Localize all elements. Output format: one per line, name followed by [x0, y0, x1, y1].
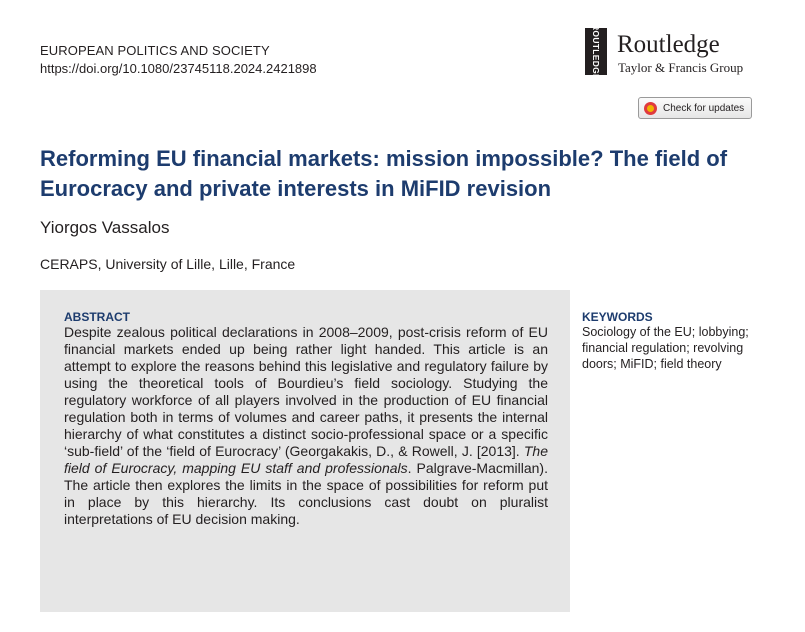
abstract-part-1: Despite zealous political declarations in 2008–2009, post-crisis reform of EU financial markets ended up being rather light handed. This article is an attempt to explore the reasons behind this legislative and regulatory failure by using the theoretical tools of Bourdieu’s field sociology. Studying the regulatory workforce of all players involved in the production of EU financial regulation both in terms of volumes and career paths, it presents the internal hierarchy of what constitutes a distinct socio-professional space or a specific ‘sub-field’ of the ‘field of Eurocracy’ (Georgakakis, D., & Rowell, J. [2013]. — [64, 324, 548, 459]
publisher-name: Routledge — [617, 31, 720, 58]
abstract-part-3: . Palgrave-Macmillan). The article then explores the limits in the space of possibilities for reform put in place by this hierarchy. Its conclusions cast doubt on pluralist interpretations of EU decision making. — [64, 460, 548, 527]
abstract-heading: ABSTRACT — [64, 310, 130, 324]
crossmark-icon — [644, 102, 657, 115]
abstract-text — [64, 324, 548, 528]
keywords-heading: KEYWORDS — [582, 310, 653, 324]
author-affiliation: CERAPS, University of Lille, Lille, France — [40, 256, 296, 272]
keywords-list: Sociology of the EU; lobbying; financial regulation; revolving doors; MiFID; field theory — [582, 325, 749, 371]
check-updates-label: Check for updates — [663, 102, 745, 114]
article-title: Reforming EU financial markets: mission impossible? The field of Eurocracy and private interests in MiFID revision — [40, 146, 728, 201]
article-author[interactable]: Yiorgos Vassalos — [40, 218, 170, 237]
keywords-section — [582, 310, 772, 372]
check-for-updates-button[interactable] — [638, 97, 752, 119]
publisher-subtitle: Taylor & Francis Group — [618, 60, 744, 75]
doi-link[interactable]: https://doi.org/10.1080/23745118.2024.2421898 — [40, 61, 317, 76]
abstract-cited-title: The field of Eurocracy, mapping EU staff and professionals — [64, 443, 548, 476]
publisher-logo[interactable] — [585, 23, 760, 80]
logo-mark-text: ROUTLEDGE — [591, 23, 601, 80]
journal-name: EUROPEAN POLITICS AND SOCIETY — [40, 43, 270, 58]
abstract-box — [40, 290, 570, 612]
routledge-logo-icon — [585, 23, 607, 80]
